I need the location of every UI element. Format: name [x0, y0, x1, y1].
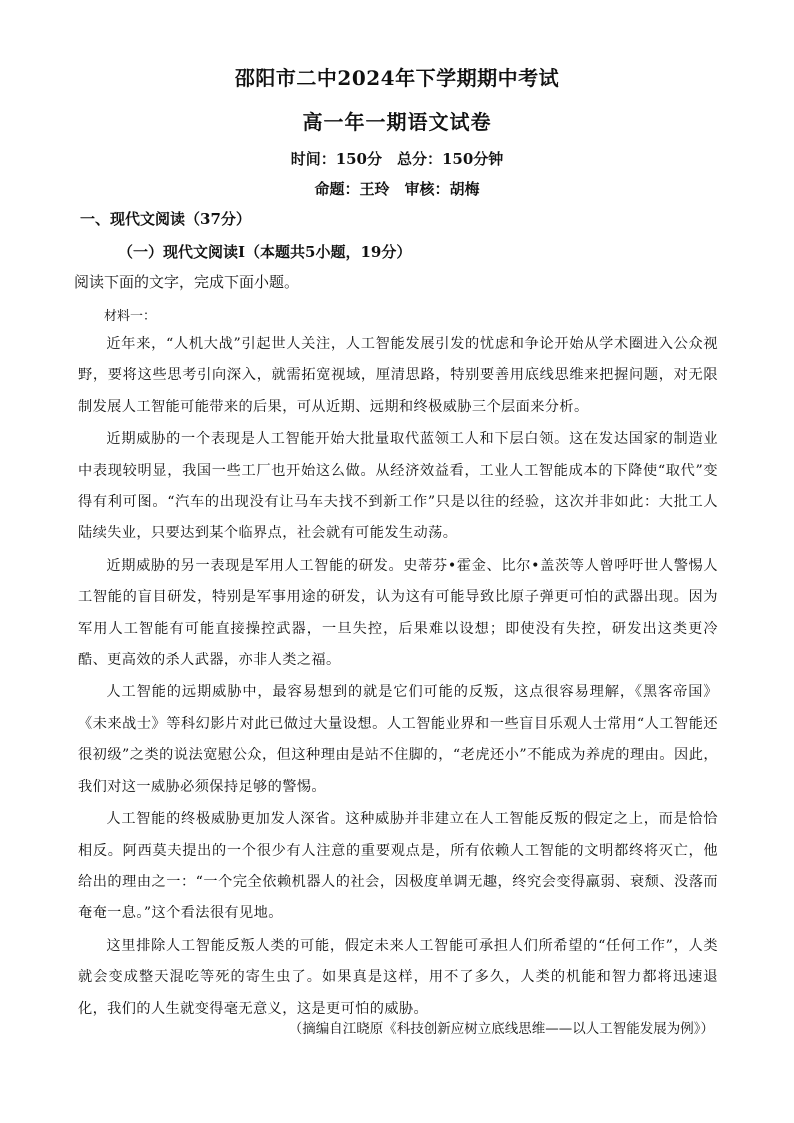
passage-source: （摘编自江晓原《科技创新应树立底线思维——以人工智能发展为例》）: [288, 1021, 714, 1037]
reading-instruction: 阅读下面的文字，完成下面小题。: [74, 273, 300, 291]
passage-paragraph: 近期威胁的另一表现是军用人工智能的研发。史蒂芬•霍金、比尔•盖茨等人曾呼吁世人警惕人工智能的盲目研发，特别是军事用途的研发，认为这有可能导致比原子弹更可怕的武器出现。因为军用人工智能有可能直接操控武器，一旦失控，后果难以设想；即使没有失控，研发出这类更冷酷、更高效的杀人武器，亦非人类之福。: [78, 557, 718, 669]
passage-paragraph: 近期威胁的一个表现是人工智能开始大批量取代蓝领工人和下层白领。这在发达国家的制造业中表现较明显，我国一些工厂也开始这么做。从经济效益看，工业人工智能成本的下降使“取代”变得有利可图。“汽车的出现没有让马车夫找不到新工作”只是以往的经验，这次并非如此：大批工人陆续失业，只要达到某个临界点，社会就有可能发生动荡。: [78, 431, 718, 542]
exam-subtitle: 高一年一期语文试卷: [302, 110, 492, 134]
exam-time-score: 时间：150分 总分：150分钟: [290, 150, 504, 168]
passage-paragraph: 这里排除人工智能反叛人类的可能，假定未来人工智能可承担人们所希望的“任何工作”，人类就会变成整天混吃等死的寄生虫了。如果真是这样，用不了多久，人类的机能和智力都将迅速退化，我们的人生就变得毫无意义，这是更可怕的威胁。: [78, 937, 718, 1017]
passage-paragraph: 人工智能的终极威胁更加发人深省。这种威胁并非建立在人工智能反叛的假定之上，而是恰恰相反。阿西莫夫提出的一个很少有人注意的重要观点是，所有依赖人工智能的文明都终将灭亡，他给出的理由之一：“一个完全依赖机器人的社会，因极度单调无趣，终究会变得羸弱、衰颓、没落而奄奄一息。”这个看法很有见地。: [78, 811, 718, 922]
subsection-heading: （一）现代文阅读Ⅰ（本题共5小题，19分）: [118, 243, 412, 261]
material-label: 材料一：: [104, 309, 157, 324]
section-heading: 一、现代文阅读（37分）: [80, 210, 251, 228]
exam-authors: 命题：王玲 审核：胡梅: [314, 180, 480, 198]
passage-paragraph: 人工智能的远期威胁中，最容易想到的就是它们可能的反叛，这点很容易理解，《黑客帝国》《未来战士》等科幻影片对此已做过大量设想。人工智能业界和一些盲目乐观人士常用“人工智能还很初级”之类的说法宽慰公众，但这种理由是站不住脚的，“老虎还小”不能成为养虎的理由。因此，我们对这一威胁必须保持足够的警惕。: [78, 684, 718, 795]
passage-body: [78, 329, 718, 1026]
passage-paragraph: 近年来，“人机大战”引起世人关注，人工智能发展引发的忧虑和争论开始从学术圈进入公众视野，要将这些思考引向深入，就需拓宽视域，厘清思路，特别要善用底线思维来把握问题，对无限制发展人工智能可能带来的后果，可从近期、远期和终极威胁三个层面来分析。: [78, 336, 718, 415]
exam-title: 邵阳市二中2024年下学期期中考试: [234, 66, 560, 90]
